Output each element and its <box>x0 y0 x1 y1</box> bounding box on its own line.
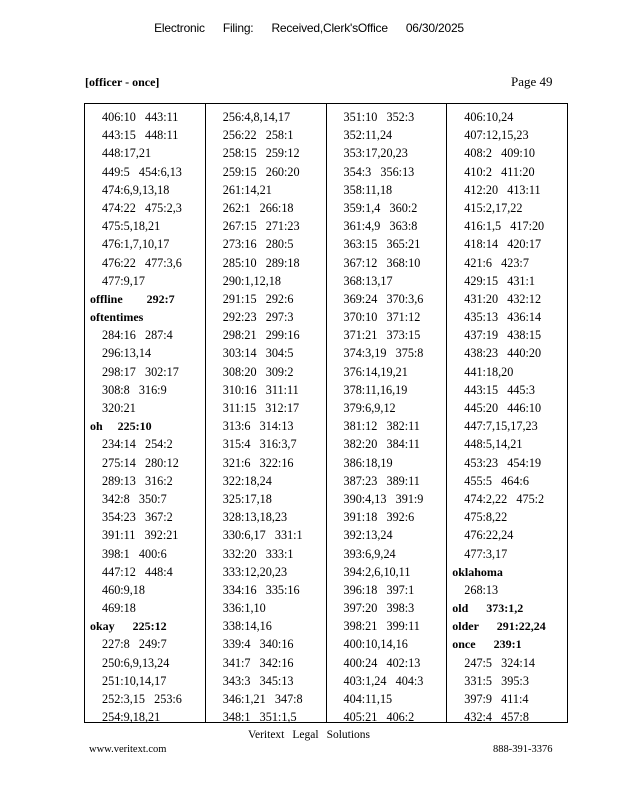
index-reference: 227:8 249:7 <box>102 637 167 652</box>
index-reference: 460:9,18 <box>102 582 145 597</box>
index-reference: 429:15 431:1 <box>464 273 536 288</box>
index-reference: 308:20 309:2 <box>222 364 294 379</box>
index-reference: 259:15 260:20 <box>222 164 300 179</box>
index-reference: 475:8,22 <box>464 510 508 525</box>
index-reference: 250:6,9,13,24 <box>102 655 170 670</box>
efiling-part: 06/30/2025 <box>405 21 464 35</box>
index-reference: 453:23 454:19 <box>464 455 542 470</box>
index-reference: 387:23 389:11 <box>343 473 420 488</box>
index-reference: 336:1,10 <box>222 601 266 616</box>
index-reference: 474:2,22 475:2 <box>464 491 545 506</box>
index-reference: 289:13 316:2 <box>102 473 173 488</box>
index-reference: 298:21 299:16 <box>222 328 300 343</box>
index-reference: 448:5,14,21 <box>464 437 523 452</box>
index-reference: 313:6 314:13 <box>222 419 294 434</box>
index-reference: 382:20 384:11 <box>343 437 420 452</box>
index-reference: 291:15 292:6 <box>222 291 294 306</box>
index-reference: 400:10,14,16 <box>343 637 408 652</box>
index-reference: 308:8 316:9 <box>102 382 167 397</box>
index-reference: 369:24 370:3,6 <box>343 291 424 306</box>
index-reference: 284:16 287:4 <box>102 328 173 343</box>
index-range: [officer - once] <box>85 75 160 89</box>
index-reference: 386:18,19 <box>343 455 393 470</box>
index-reference: 398:21 399:11 <box>343 619 420 634</box>
index-reference: 367:12 368:10 <box>343 255 421 270</box>
index-reference: 408:2 409:10 <box>464 146 536 161</box>
footer-word: Solutions <box>326 729 371 741</box>
index-reference: 403:1,24 404:3 <box>343 673 424 688</box>
index-reference: 476:22,24 <box>464 528 514 543</box>
index-reference: 298:17 302:17 <box>102 364 179 379</box>
page-number: Page 49 <box>511 74 553 89</box>
index-reference: 418:14 420:17 <box>464 237 542 252</box>
index-reference: 397:9 411:4 <box>464 692 529 706</box>
index-reference: 376:14,19,21 <box>343 364 408 379</box>
index-column-4 <box>446 104 567 725</box>
index-reference: 256:22 258:1 <box>222 128 294 143</box>
index-reference: 406:10,24 <box>464 110 514 124</box>
index-reference: 406:10 443:11 <box>102 110 179 124</box>
index-reference: 338:14,16 <box>222 619 272 634</box>
index-reference: 455:5 464:6 <box>464 473 529 488</box>
index-reference: 322:18,24 <box>222 473 272 488</box>
index-reference: 252:3,15 253:6 <box>102 692 182 706</box>
index-reference: 400:24 402:13 <box>343 655 421 670</box>
index-reference: 261:14,21 <box>222 182 272 197</box>
index-reference: 342:8 350:7 <box>102 491 167 506</box>
index-reference: 449:5 454:6,13 <box>102 164 182 179</box>
index-reference: 343:3 345:13 <box>222 673 294 688</box>
index-reference: 474:22 475:2,3 <box>102 200 182 215</box>
index-reference: 256:4,8,14,17 <box>222 110 291 124</box>
efiling-part: Electronic <box>154 21 205 35</box>
index-reference: 476:22 477:3,6 <box>102 255 182 270</box>
index-reference: 431:20 432:12 <box>464 291 542 306</box>
index-reference: 447:12 448:4 <box>102 564 173 579</box>
index-reference: 341:7 342:16 <box>222 655 294 670</box>
index-reference: 352:11,24 <box>343 128 393 143</box>
footer-company <box>0 729 618 741</box>
index-reference: 407:12,15,23 <box>464 128 529 143</box>
index-reference: 339:4 340:16 <box>222 637 294 652</box>
index-reference: 258:15 259:12 <box>222 146 300 161</box>
index-reference: 363:15 365:21 <box>343 237 421 252</box>
index-word: old 373:1,2 <box>452 601 524 616</box>
index-word: older 291:22,24 <box>452 619 546 634</box>
index-reference: 234:14 254:2 <box>102 437 173 452</box>
index-reference: 290:1,12,18 <box>222 273 281 288</box>
index-reference: 370:10 371:12 <box>343 310 421 325</box>
index-reference: 432:4 457:8 <box>464 710 529 725</box>
index-reference: 405:21 406:2 <box>343 710 415 725</box>
index-reference: 292:23 297:3 <box>222 310 294 325</box>
footer-website: www.veritext.com <box>89 744 167 755</box>
index-reference: 321:6 322:16 <box>222 455 294 470</box>
index-reference: 378:11,16,19 <box>343 382 408 397</box>
index-reference: 415:2,17,22 <box>464 200 523 215</box>
index-reference: 354:23 367:2 <box>102 510 173 525</box>
index-reference: 351:10 352:3 <box>343 110 415 124</box>
index-reference: 296:13,14 <box>102 346 152 361</box>
index-reference: 396:18 397:1 <box>343 582 415 597</box>
efiling-stamp <box>0 21 618 35</box>
index-reference: 412:20 413:11 <box>464 182 541 197</box>
index-reference: 404:11,15 <box>343 692 393 706</box>
index-column-1 <box>85 104 205 725</box>
index-reference: 333:12,20,23 <box>222 564 288 579</box>
index-reference: 448:17,21 <box>102 146 152 161</box>
index-reference: 397:20 398:3 <box>343 601 415 616</box>
index-reference: 443:15 445:3 <box>464 382 536 397</box>
index-word: oklahoma <box>452 564 503 579</box>
index-word: okay 225:12 <box>90 619 167 634</box>
index-column-3 <box>326 104 447 725</box>
index-reference: 390:4,13 391:9 <box>343 491 424 506</box>
index-reference: 275:14 280:12 <box>102 455 179 470</box>
word-index-table <box>84 103 568 723</box>
index-reference: 393:6,9,24 <box>343 546 396 561</box>
index-reference: 334:16 335:16 <box>222 582 300 597</box>
index-reference: 332:20 333:1 <box>222 546 294 561</box>
index-reference: 437:19 438:15 <box>464 328 542 343</box>
index-reference: 353:17,20,23 <box>343 146 408 161</box>
index-reference: 421:6 423:7 <box>464 255 529 270</box>
index-reference: 361:4,9 363:8 <box>343 219 418 234</box>
index-reference: 348:1 351:1,5 <box>222 710 297 725</box>
index-word: oftentimes <box>90 310 144 325</box>
index-reference: 268:13 <box>464 582 499 597</box>
index-reference: 474:6,9,13,18 <box>102 182 170 197</box>
index-word: oh 225:10 <box>90 419 152 434</box>
index-reference: 398:1 400:6 <box>102 546 167 561</box>
index-reference: 371:21 373:15 <box>343 328 421 343</box>
index-reference: 346:1,21 347:8 <box>222 692 303 706</box>
index-reference: 410:2 411:20 <box>464 164 535 179</box>
index-reference: 303:14 304:5 <box>222 346 294 361</box>
index-reference: 251:10,14,17 <box>102 673 167 688</box>
index-reference: 359:1,4 360:2 <box>343 200 418 215</box>
index-reference: 368:13,17 <box>343 273 393 288</box>
index-reference: 379:6,9,12 <box>343 401 396 415</box>
index-reference: 315:4 316:3,7 <box>222 437 297 452</box>
index-reference: 328:13,18,23 <box>222 510 288 525</box>
efiling-part: Filing: <box>222 21 254 35</box>
index-reference: 441:18,20 <box>464 364 514 379</box>
index-reference: 435:13 436:14 <box>464 310 542 325</box>
footer-word: Veritext <box>247 729 285 741</box>
index-reference: 477:3,17 <box>464 546 508 561</box>
index-reference: 311:15 312:17 <box>222 401 300 415</box>
index-reference: 310:16 311:11 <box>222 382 299 397</box>
index-reference: 285:10 289:18 <box>222 255 300 270</box>
index-word: offline 292:7 <box>90 291 175 306</box>
index-reference: 469:18 <box>102 601 136 616</box>
index-reference: 320:21 <box>102 401 136 415</box>
footer-word: Legal <box>292 729 319 741</box>
index-reference: 438:23 440:20 <box>464 346 542 361</box>
index-reference: 476:1,7,10,17 <box>102 237 170 252</box>
index-reference: 374:3,19 375:8 <box>343 346 424 361</box>
footer-phone: 888-391-3376 <box>493 744 553 755</box>
index-reference: 262:1 266:18 <box>222 200 294 215</box>
index-reference: 392:13,24 <box>343 528 393 543</box>
index-reference: 325:17,18 <box>222 491 272 506</box>
index-reference: 416:1,5 417:20 <box>464 219 545 234</box>
efiling-part: Received,Clerk'sOffice <box>271 21 388 35</box>
index-reference: 445:20 446:10 <box>464 401 542 415</box>
index-reference: 391:18 392:6 <box>343 510 415 525</box>
index-column-2 <box>205 104 326 725</box>
index-reference: 330:6,17 331:1 <box>222 528 303 543</box>
index-reference: 381:12 382:11 <box>343 419 420 434</box>
index-word: once 239:1 <box>452 637 522 652</box>
index-reference: 331:5 395:3 <box>464 673 529 688</box>
index-reference: 354:3 356:13 <box>343 164 415 179</box>
index-reference: 394:2,6,10,11 <box>343 564 411 579</box>
index-reference: 477:9,17 <box>102 273 145 288</box>
index-reference: 267:15 271:23 <box>222 219 300 234</box>
index-reference: 475:5,18,21 <box>102 219 161 234</box>
index-reference: 391:11 392:21 <box>102 528 179 543</box>
index-reference: 273:16 280:5 <box>222 237 294 252</box>
index-reference: 447:7,15,17,23 <box>464 419 538 434</box>
index-reference: 247:5 324:14 <box>464 655 536 670</box>
index-reference: 358:11,18 <box>343 182 393 197</box>
index-reference: 443:15 448:11 <box>102 128 179 143</box>
index-reference: 254:9,18,21 <box>102 710 161 725</box>
